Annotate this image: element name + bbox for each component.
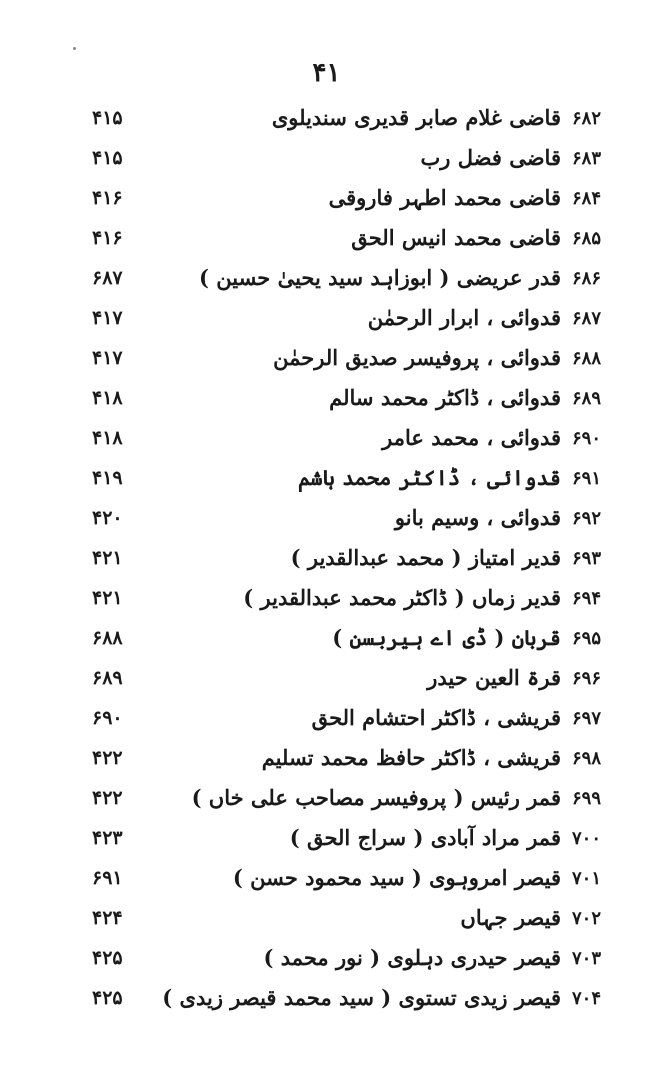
entry-page-number: ۴۲۵ (92, 947, 123, 969)
index-entry (0, 503, 653, 543)
index-entry (0, 783, 653, 823)
index-entry (0, 703, 653, 743)
entry-page-number: ۴۱۶ (92, 187, 123, 209)
entry-page-number: ۴۲۵ (92, 987, 123, 1009)
entry-serial-number: ۶۹۱ (572, 468, 602, 489)
entry-serial-number: ۷۰۱ (572, 868, 602, 889)
index-entry (0, 903, 653, 943)
entry-serial-number: ۶۸۸ (572, 348, 602, 369)
entry-title: قرۃ العین حیدر (427, 665, 561, 690)
entry-title: قدوائی ، وسیم بانو (394, 505, 561, 530)
entry-serial-number: ۶۸۴ (572, 188, 602, 209)
entry-serial-number: ۶۸۷ (572, 308, 602, 329)
entry-title: قدوائی ، ڈاکٹر محمد ہاشم (297, 465, 561, 490)
index-entry (0, 943, 653, 983)
entry-serial-number: ۶۹۹ (572, 788, 602, 809)
entry-serial-number: ۷۰۲ (572, 908, 602, 929)
entry-title: قدوائی ، ڈاکٹر محمد سالم (329, 385, 561, 410)
margin-dot (73, 47, 76, 50)
entry-page-number: ۴۲۰ (92, 507, 123, 529)
entry-page-number: ۴۱۸ (92, 387, 123, 409)
entry-title: قاضی محمد انیس الحق (351, 225, 561, 250)
entry-page-number: ۴۲۲ (92, 747, 123, 769)
entry-page-number: ۴۲۲ (92, 787, 123, 809)
entry-page-number: ۴۲۳ (92, 827, 123, 849)
entry-title: قمر رئیس ( پروفیسر مصاحب علی خاں ) (191, 785, 561, 810)
entry-page-number: ۴۱۵ (92, 147, 123, 169)
entry-title: قمر مراد آبادی ( سراج الحق ) (289, 825, 561, 850)
entry-title: قریشی ، ڈاکٹر حافظ محمد تسلیم (261, 745, 561, 770)
index-entry (0, 263, 653, 303)
entry-title: قیصر امروہوی ( سید محمود حسن ) (232, 865, 561, 890)
entry-title: قاضی محمد اطہر فاروقی (328, 185, 561, 210)
entry-page-number: ۶۸۸ (92, 627, 123, 649)
entry-page-number: ۶۹۰ (92, 707, 123, 729)
index-entry (0, 343, 653, 383)
entry-page-number: ۶۸۹ (92, 667, 123, 689)
entry-serial-number: ۶۹۷ (572, 708, 602, 729)
index-entry (0, 103, 653, 143)
index-entry (0, 303, 653, 343)
entry-page-number: ۴۲۱ (92, 587, 123, 609)
index-entry (0, 663, 653, 703)
entry-title: قیصر حیدری دہلوی ( نور محمد ) (263, 945, 561, 970)
entry-serial-number: ۶۸۲ (572, 108, 602, 129)
entry-page-number: ۶۸۷ (92, 267, 123, 289)
entry-page-number: ۴۱۶ (92, 227, 123, 249)
index-entry (0, 583, 653, 623)
index-entry (0, 983, 653, 1023)
index-entry (0, 743, 653, 783)
index-entry (0, 143, 653, 183)
entry-title: قیصر زیدی تستوی ( سید محمد قیصر زیدی ) (162, 985, 561, 1010)
entry-title: قدر عریضی ( ابوزاہد سید یحییٰ حسین ) (199, 265, 561, 290)
entry-serial-number: ۶۹۵ (572, 628, 602, 649)
entry-title: قدوائی ، ابرار الرحمٰن (367, 305, 561, 330)
entry-serial-number: ۶۸۵ (572, 228, 602, 249)
entry-serial-number: ۷۰۰ (572, 828, 602, 849)
entry-page-number: ۶۹۱ (92, 867, 123, 889)
entry-title: قاضی فضل رب (420, 145, 561, 170)
entry-title: قدیر امتیاز ( محمد عبدالقدیر ) (290, 545, 561, 570)
index-entries-list (0, 103, 653, 1023)
entry-serial-number: ۷۰۴ (572, 988, 602, 1009)
entry-page-number: ۴۱۵ (92, 107, 123, 129)
entry-serial-number: ۶۹۸ (572, 748, 602, 769)
entry-title: قاضی غلام صابر قدیری سندیلوی (271, 105, 561, 130)
index-entry (0, 183, 653, 223)
entry-page-number: ۴۱۷ (92, 307, 123, 329)
index-entry (0, 823, 653, 863)
entry-title: قدوائی ، پروفیسر صدیق الرحمٰن (273, 345, 561, 370)
index-entry (0, 223, 653, 263)
entry-page-number: ۴۲۴ (92, 907, 123, 929)
entry-page-number: ۴۱۹ (92, 467, 123, 489)
entry-title: قریشی ، ڈاکٹر احتشام الحق (311, 705, 561, 730)
entry-page-number: ۴۱۷ (92, 347, 123, 369)
index-entry (0, 463, 653, 503)
index-entry (0, 423, 653, 463)
entry-serial-number: ۶۸۳ (572, 148, 602, 169)
entry-serial-number: ۶۸۶ (572, 268, 602, 289)
entry-serial-number: ۶۹۶ (572, 668, 602, 689)
entry-title: قدیر زماں ( ڈاکٹر محمد عبدالقدیر ) (243, 585, 561, 610)
index-entry (0, 543, 653, 583)
entry-serial-number: ۶۹۴ (572, 588, 602, 609)
entry-serial-number: ۷۰۳ (572, 948, 602, 969)
index-entry (0, 863, 653, 903)
index-entry (0, 623, 653, 663)
entry-page-number: ۴۲۱ (92, 547, 123, 569)
entry-serial-number: ۶۸۹ (572, 388, 602, 409)
entry-serial-number: ۶۹۳ (572, 548, 602, 569)
entry-page-number: ۴۱۸ (92, 427, 123, 449)
entry-title: قیصر جہاں (460, 905, 561, 930)
entry-title: قدوائی ، محمد عامر (382, 425, 561, 450)
index-entry (0, 383, 653, 423)
entry-title: قربان ( ڈی اے ہیربسن ) (332, 625, 561, 650)
page-number: ۴۱ (312, 58, 341, 88)
entry-serial-number: ۶۹۲ (572, 508, 602, 529)
entry-serial-number: ۶۹۰ (572, 428, 602, 449)
